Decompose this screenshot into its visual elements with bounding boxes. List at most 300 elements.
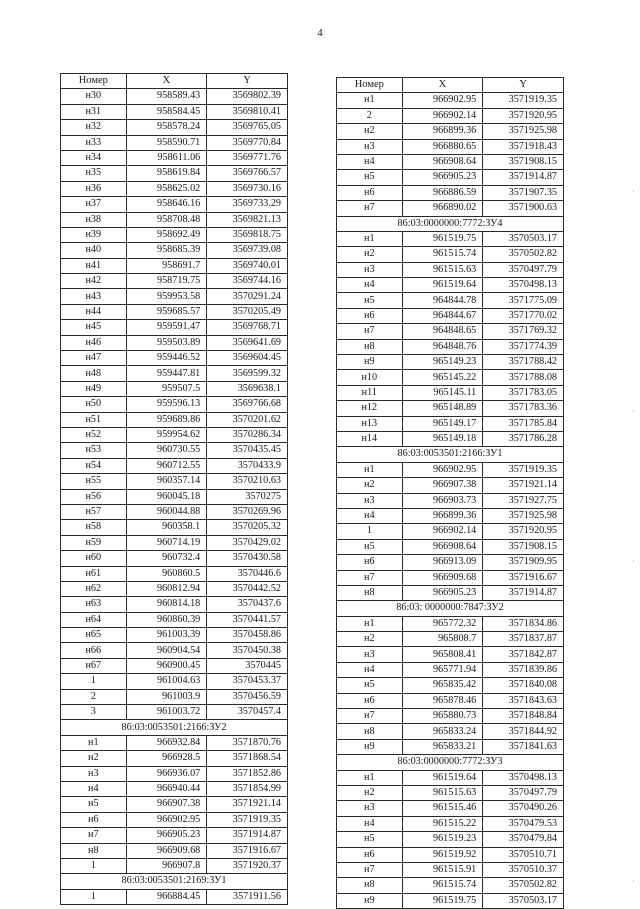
point-number-cell: н5: [337, 539, 403, 554]
x-coordinate-cell: 966884.45: [126, 889, 207, 904]
x-coordinate-cell: 965878.46: [402, 693, 483, 708]
table-row: [337, 370, 564, 385]
table-row: [337, 816, 564, 831]
point-number-cell: н8: [337, 724, 403, 739]
y-coordinate-cell: 3571783.05: [483, 385, 564, 400]
point-number-cell: н3: [337, 801, 403, 816]
y-coordinate-cell: 3569810.41: [207, 104, 288, 119]
x-coordinate-cell: 966909.68: [402, 570, 483, 585]
scan-edge-mark: [633, 410, 634, 412]
y-coordinate-cell: 3569604.45: [207, 351, 288, 366]
x-coordinate-cell: 958708.48: [126, 212, 207, 227]
point-number-cell: н31: [61, 104, 127, 119]
x-coordinate-cell: 960358.1: [126, 520, 207, 535]
x-coordinate-cell: 960860.5: [126, 566, 207, 581]
table-row: [61, 181, 288, 196]
table-row: [337, 632, 564, 647]
table-row: [61, 227, 288, 242]
x-coordinate-cell: 966928.5: [126, 751, 207, 766]
table-row: [61, 258, 288, 273]
x-coordinate-cell: 965835.42: [402, 678, 483, 693]
table-row: [61, 689, 288, 704]
point-number-cell: н32: [61, 120, 127, 135]
point-number-cell: н66: [61, 643, 127, 658]
y-coordinate-cell: 3570275: [207, 489, 288, 504]
table-row: [337, 293, 564, 308]
x-coordinate-cell: 964844.67: [402, 308, 483, 323]
table-row: [61, 812, 288, 827]
table-header-row: [337, 78, 564, 93]
column-header-y: Y: [483, 78, 564, 93]
y-coordinate-cell: 3569733.29: [207, 197, 288, 212]
point-number-cell: н56: [61, 489, 127, 504]
table-row: [337, 247, 564, 262]
point-number-cell: н14: [337, 431, 403, 446]
page-number: 4: [317, 27, 323, 39]
point-number-cell: 1: [61, 858, 127, 873]
table-row: [61, 766, 288, 781]
x-coordinate-cell: 960900.45: [126, 658, 207, 673]
point-number-cell: н62: [61, 581, 127, 596]
y-coordinate-cell: 3571788.42: [483, 355, 564, 370]
x-coordinate-cell: 966913.09: [402, 555, 483, 570]
point-number-cell: н7: [337, 862, 403, 877]
cadastral-section-row: [337, 755, 564, 770]
point-number-cell: н41: [61, 258, 127, 273]
table-row: [61, 412, 288, 427]
x-coordinate-cell: 960860.39: [126, 612, 207, 627]
point-number-cell: н47: [61, 351, 127, 366]
x-coordinate-cell: 958584.45: [126, 104, 207, 119]
table-row: [337, 401, 564, 416]
x-coordinate-cell: 960714.19: [126, 535, 207, 550]
x-coordinate-cell: 966902.95: [126, 812, 207, 827]
table-row: [337, 693, 564, 708]
table-row: [61, 735, 288, 750]
y-coordinate-cell: 3571921.14: [207, 797, 288, 812]
x-coordinate-cell: 960732.4: [126, 551, 207, 566]
table-row: [61, 320, 288, 335]
y-coordinate-cell: 3570442.52: [207, 581, 288, 596]
table-row: [337, 585, 564, 600]
y-coordinate-cell: 3571919.35: [207, 812, 288, 827]
x-coordinate-cell: 964848.65: [402, 324, 483, 339]
y-coordinate-cell: 3570429.02: [207, 535, 288, 550]
y-coordinate-cell: 3571870.76: [207, 735, 288, 750]
point-number-cell: н8: [337, 339, 403, 354]
point-number-cell: н1: [337, 93, 403, 108]
y-coordinate-cell: 3570450.38: [207, 643, 288, 658]
point-number-cell: н60: [61, 551, 127, 566]
point-number-cell: н55: [61, 474, 127, 489]
table-row: [337, 739, 564, 754]
table-row: [337, 355, 564, 370]
x-coordinate-cell: 959503.89: [126, 335, 207, 350]
point-number-cell: н6: [337, 185, 403, 200]
y-coordinate-cell: 3571925.98: [483, 508, 564, 523]
point-number-cell: н1: [337, 616, 403, 631]
point-number-cell: н2: [337, 478, 403, 493]
point-number-cell: н7: [337, 709, 403, 724]
y-coordinate-cell: 3570479.53: [483, 816, 564, 831]
table-row: [61, 797, 288, 812]
point-number-cell: н7: [61, 828, 127, 843]
point-number-cell: н49: [61, 381, 127, 396]
x-coordinate-cell: 958691.7: [126, 258, 207, 273]
point-number-cell: н54: [61, 458, 127, 473]
point-number-cell: н59: [61, 535, 127, 550]
table-row: [337, 724, 564, 739]
x-coordinate-cell: 965149.23: [402, 355, 483, 370]
x-coordinate-cell: 961519.23: [402, 832, 483, 847]
column-header-x: X: [126, 74, 207, 89]
x-coordinate-cell: 961515.91: [402, 862, 483, 877]
table-row: [61, 104, 288, 119]
y-coordinate-cell: 3570497.79: [483, 785, 564, 800]
x-coordinate-cell: 965145.22: [402, 370, 483, 385]
y-coordinate-cell: 3571868.54: [207, 751, 288, 766]
x-coordinate-cell: 966886.59: [402, 185, 483, 200]
x-coordinate-cell: 966908.64: [402, 154, 483, 169]
x-coordinate-cell: 961515.74: [402, 878, 483, 893]
column-header-number: Номер: [61, 74, 127, 89]
point-number-cell: н5: [61, 797, 127, 812]
table-row: [337, 108, 564, 123]
point-number-cell: н33: [61, 135, 127, 150]
y-coordinate-cell: 3570291.24: [207, 289, 288, 304]
y-coordinate-cell: 3569770.84: [207, 135, 288, 150]
x-coordinate-cell: 966907.38: [402, 478, 483, 493]
point-number-cell: н3: [337, 262, 403, 277]
x-coordinate-cell: 961004.63: [126, 674, 207, 689]
y-coordinate-cell: 3570503.17: [483, 893, 564, 908]
table-row: [337, 862, 564, 877]
x-coordinate-cell: 961519.64: [402, 278, 483, 293]
y-coordinate-cell: 3571834.86: [483, 616, 564, 631]
column-header-x: X: [402, 78, 483, 93]
point-number-cell: н5: [337, 678, 403, 693]
table-row: [337, 662, 564, 677]
cadastral-section-row: [337, 601, 564, 616]
point-number-cell: н5: [337, 293, 403, 308]
table-row: [337, 539, 564, 554]
table-row: [337, 154, 564, 169]
y-coordinate-cell: 3570445: [207, 658, 288, 673]
table-row: [337, 893, 564, 908]
y-coordinate-cell: 3570435.45: [207, 443, 288, 458]
table-row: [61, 335, 288, 350]
point-number-cell: н61: [61, 566, 127, 581]
cadastral-section-row: [61, 720, 288, 735]
point-number-cell: н12: [337, 401, 403, 416]
x-coordinate-cell: 958619.84: [126, 166, 207, 181]
table-row: [337, 262, 564, 277]
x-coordinate-cell: 959446.52: [126, 351, 207, 366]
table-row: [61, 89, 288, 104]
x-coordinate-cell: 965772.32: [402, 616, 483, 631]
table-row: [61, 135, 288, 150]
point-number-cell: н8: [337, 878, 403, 893]
y-coordinate-cell: 3571909.95: [483, 555, 564, 570]
cadastral-number: 86:03:0053501:2169:ЗУ1: [61, 874, 288, 889]
table-row: [61, 674, 288, 689]
x-coordinate-cell: 965833.21: [402, 739, 483, 754]
y-coordinate-cell: 3569821.13: [207, 212, 288, 227]
point-number-cell: н4: [61, 781, 127, 796]
point-number-cell: 1: [61, 889, 127, 904]
x-coordinate-cell: 958590.71: [126, 135, 207, 150]
y-coordinate-cell: 3569766.57: [207, 166, 288, 181]
scan-edge-mark: [633, 190, 634, 192]
x-coordinate-cell: 966902.95: [402, 462, 483, 477]
y-coordinate-cell: 3570269.96: [207, 504, 288, 519]
table-row: [337, 616, 564, 631]
y-coordinate-cell: 3571919.35: [483, 462, 564, 477]
y-coordinate-cell: 3571907.35: [483, 185, 564, 200]
y-coordinate-cell: 3570430.58: [207, 551, 288, 566]
y-coordinate-cell: 3570458.86: [207, 628, 288, 643]
table-row: [61, 381, 288, 396]
y-coordinate-cell: 3571914.87: [483, 585, 564, 600]
point-number-cell: н42: [61, 274, 127, 289]
table-row: [337, 278, 564, 293]
x-coordinate-cell: 966932.84: [126, 735, 207, 750]
x-coordinate-cell: 959954.62: [126, 427, 207, 442]
table-row: [337, 847, 564, 862]
x-coordinate-cell: 958719.75: [126, 274, 207, 289]
y-coordinate-cell: 3569641.69: [207, 335, 288, 350]
point-number-cell: н3: [61, 766, 127, 781]
x-coordinate-cell: 959685.57: [126, 304, 207, 319]
table-row: [61, 597, 288, 612]
point-number-cell: н39: [61, 227, 127, 242]
point-number-cell: н1: [337, 462, 403, 477]
table-row: [337, 431, 564, 446]
point-number-cell: н9: [337, 739, 403, 754]
y-coordinate-cell: 3570446.6: [207, 566, 288, 581]
y-coordinate-cell: 3571919.35: [483, 93, 564, 108]
x-coordinate-cell: 960044.88: [126, 504, 207, 519]
x-coordinate-cell: 966902.95: [402, 93, 483, 108]
y-coordinate-cell: 3570497.79: [483, 262, 564, 277]
x-coordinate-cell: 965149.17: [402, 416, 483, 431]
cadastral-section-row: [337, 447, 564, 462]
y-coordinate-cell: 3569768.71: [207, 320, 288, 335]
y-coordinate-cell: 3569765.05: [207, 120, 288, 135]
x-coordinate-cell: 961515.46: [402, 801, 483, 816]
y-coordinate-cell: 3570210.63: [207, 474, 288, 489]
x-coordinate-cell: 958646.16: [126, 197, 207, 212]
cadastral-section-row: [337, 216, 564, 231]
x-coordinate-cell: 965880.73: [402, 709, 483, 724]
point-number-cell: н9: [337, 893, 403, 908]
x-coordinate-cell: 959447.81: [126, 366, 207, 381]
point-number-cell: н6: [337, 308, 403, 323]
point-number-cell: н45: [61, 320, 127, 335]
x-coordinate-cell: 966908.64: [402, 539, 483, 554]
y-coordinate-cell: 3569771.76: [207, 150, 288, 165]
table-row: [61, 150, 288, 165]
table-row: [337, 139, 564, 154]
point-number-cell: н4: [337, 278, 403, 293]
table-row: [61, 581, 288, 596]
table-row: [337, 570, 564, 585]
y-coordinate-cell: 3571925.98: [483, 124, 564, 139]
y-coordinate-cell: 3571854.99: [207, 781, 288, 796]
point-number-cell: н40: [61, 243, 127, 258]
point-number-cell: н7: [337, 324, 403, 339]
x-coordinate-cell: 961519.64: [402, 770, 483, 785]
table-row: [61, 351, 288, 366]
table-row: [337, 508, 564, 523]
x-coordinate-cell: 965145.11: [402, 385, 483, 400]
point-number-cell: н6: [337, 693, 403, 708]
y-coordinate-cell: 3571840.08: [483, 678, 564, 693]
y-coordinate-cell: 3571842.87: [483, 647, 564, 662]
table-row: [61, 443, 288, 458]
y-coordinate-cell: 3571786.28: [483, 431, 564, 446]
x-coordinate-cell: 961515.74: [402, 247, 483, 262]
table-row: [337, 201, 564, 216]
x-coordinate-cell: 966880.65: [402, 139, 483, 154]
x-coordinate-cell: 965833.24: [402, 724, 483, 739]
point-number-cell: н1: [337, 770, 403, 785]
table-header-row: [61, 74, 288, 89]
table-row: [337, 785, 564, 800]
x-coordinate-cell: 966905.23: [402, 170, 483, 185]
x-coordinate-cell: 966936.07: [126, 766, 207, 781]
x-coordinate-cell: 966902.14: [402, 524, 483, 539]
y-coordinate-cell: 3570490.26: [483, 801, 564, 816]
table-row: [61, 504, 288, 519]
point-number-cell: н46: [61, 335, 127, 350]
y-coordinate-cell: 3571848.84: [483, 709, 564, 724]
y-coordinate-cell: 3571844.92: [483, 724, 564, 739]
cadastral-number: 86:03:0000000:7772:ЗУ4: [337, 216, 564, 231]
y-coordinate-cell: 3570510.71: [483, 847, 564, 862]
y-coordinate-cell: 3569744.16: [207, 274, 288, 289]
point-number-cell: н2: [337, 124, 403, 139]
x-coordinate-cell: 964848.76: [402, 339, 483, 354]
table-row: [61, 120, 288, 135]
table-row: [61, 212, 288, 227]
x-coordinate-cell: 966909.68: [126, 843, 207, 858]
point-number-cell: н4: [337, 508, 403, 523]
y-coordinate-cell: 3571908.15: [483, 154, 564, 169]
point-number-cell: н2: [337, 785, 403, 800]
y-coordinate-cell: 3571916.67: [207, 843, 288, 858]
x-coordinate-cell: 958692.49: [126, 227, 207, 242]
column-header-y: Y: [207, 74, 288, 89]
x-coordinate-cell: 966903.73: [402, 493, 483, 508]
y-coordinate-cell: 3569802.39: [207, 89, 288, 104]
table-row: [61, 474, 288, 489]
y-coordinate-cell: 3570457.4: [207, 705, 288, 720]
point-number-cell: н43: [61, 289, 127, 304]
y-coordinate-cell: 3571770.02: [483, 308, 564, 323]
table-row: [337, 555, 564, 570]
x-coordinate-cell: 959591.47: [126, 320, 207, 335]
table-row: [337, 647, 564, 662]
table-row: [337, 878, 564, 893]
point-number-cell: н2: [61, 751, 127, 766]
x-coordinate-cell: 959689.86: [126, 412, 207, 427]
point-number-cell: н6: [61, 812, 127, 827]
table-row: [61, 858, 288, 873]
x-coordinate-cell: 959507.5: [126, 381, 207, 396]
y-coordinate-cell: 3571837.87: [483, 632, 564, 647]
table-row: [61, 781, 288, 796]
x-coordinate-cell: 966890.02: [402, 201, 483, 216]
y-coordinate-cell: 3571775.09: [483, 293, 564, 308]
table-row: [337, 832, 564, 847]
point-number-cell: н35: [61, 166, 127, 181]
y-coordinate-cell: 3569638.1: [207, 381, 288, 396]
table-row: [61, 535, 288, 550]
y-coordinate-cell: 3571920.37: [207, 858, 288, 873]
y-coordinate-cell: 3570498.13: [483, 278, 564, 293]
point-number-cell: н58: [61, 520, 127, 535]
point-number-cell: н4: [337, 154, 403, 169]
point-number-cell: н13: [337, 416, 403, 431]
table-row: [337, 478, 564, 493]
point-number-cell: н50: [61, 397, 127, 412]
x-coordinate-cell: 960812.94: [126, 581, 207, 596]
point-number-cell: н30: [61, 89, 127, 104]
x-coordinate-cell: 961519.75: [402, 893, 483, 908]
table-row: [337, 462, 564, 477]
x-coordinate-cell: 958578.24: [126, 120, 207, 135]
coordinates-table-right: [336, 77, 564, 909]
coordinates-table-left: [60, 73, 288, 905]
y-coordinate-cell: 3570510.37: [483, 862, 564, 877]
table-row: [61, 643, 288, 658]
scan-edge-mark: [633, 880, 634, 882]
point-number-cell: н34: [61, 150, 127, 165]
table-row: [337, 324, 564, 339]
y-coordinate-cell: 3569818.75: [207, 227, 288, 242]
y-coordinate-cell: 3570441.57: [207, 612, 288, 627]
cadastral-number: 86:03: 0000000:7847:ЗУ2: [337, 601, 564, 616]
point-number-cell: н2: [337, 247, 403, 262]
table-row: [61, 751, 288, 766]
x-coordinate-cell: 966907.8: [126, 858, 207, 873]
table-row: [337, 709, 564, 724]
y-coordinate-cell: 3570503.17: [483, 231, 564, 246]
point-number-cell: н1: [61, 735, 127, 750]
point-number-cell: н65: [61, 628, 127, 643]
x-coordinate-cell: 961519.92: [402, 847, 483, 862]
point-number-cell: н36: [61, 181, 127, 196]
y-coordinate-cell: 3571900.63: [483, 201, 564, 216]
y-coordinate-cell: 3571916.67: [483, 570, 564, 585]
y-coordinate-cell: 3571839.86: [483, 662, 564, 677]
x-coordinate-cell: 966905.23: [402, 585, 483, 600]
y-coordinate-cell: 3571927.75: [483, 493, 564, 508]
table-row: [61, 458, 288, 473]
table-row: [337, 801, 564, 816]
y-coordinate-cell: 3569599.32: [207, 366, 288, 381]
point-number-cell: н48: [61, 366, 127, 381]
point-number-cell: н63: [61, 597, 127, 612]
point-number-cell: н4: [337, 816, 403, 831]
x-coordinate-cell: 961519.75: [402, 231, 483, 246]
cadastral-section-row: [61, 874, 288, 889]
x-coordinate-cell: 964844.78: [402, 293, 483, 308]
point-number-cell: н6: [337, 555, 403, 570]
point-number-cell: 2: [61, 689, 127, 704]
point-number-cell: н5: [337, 832, 403, 847]
